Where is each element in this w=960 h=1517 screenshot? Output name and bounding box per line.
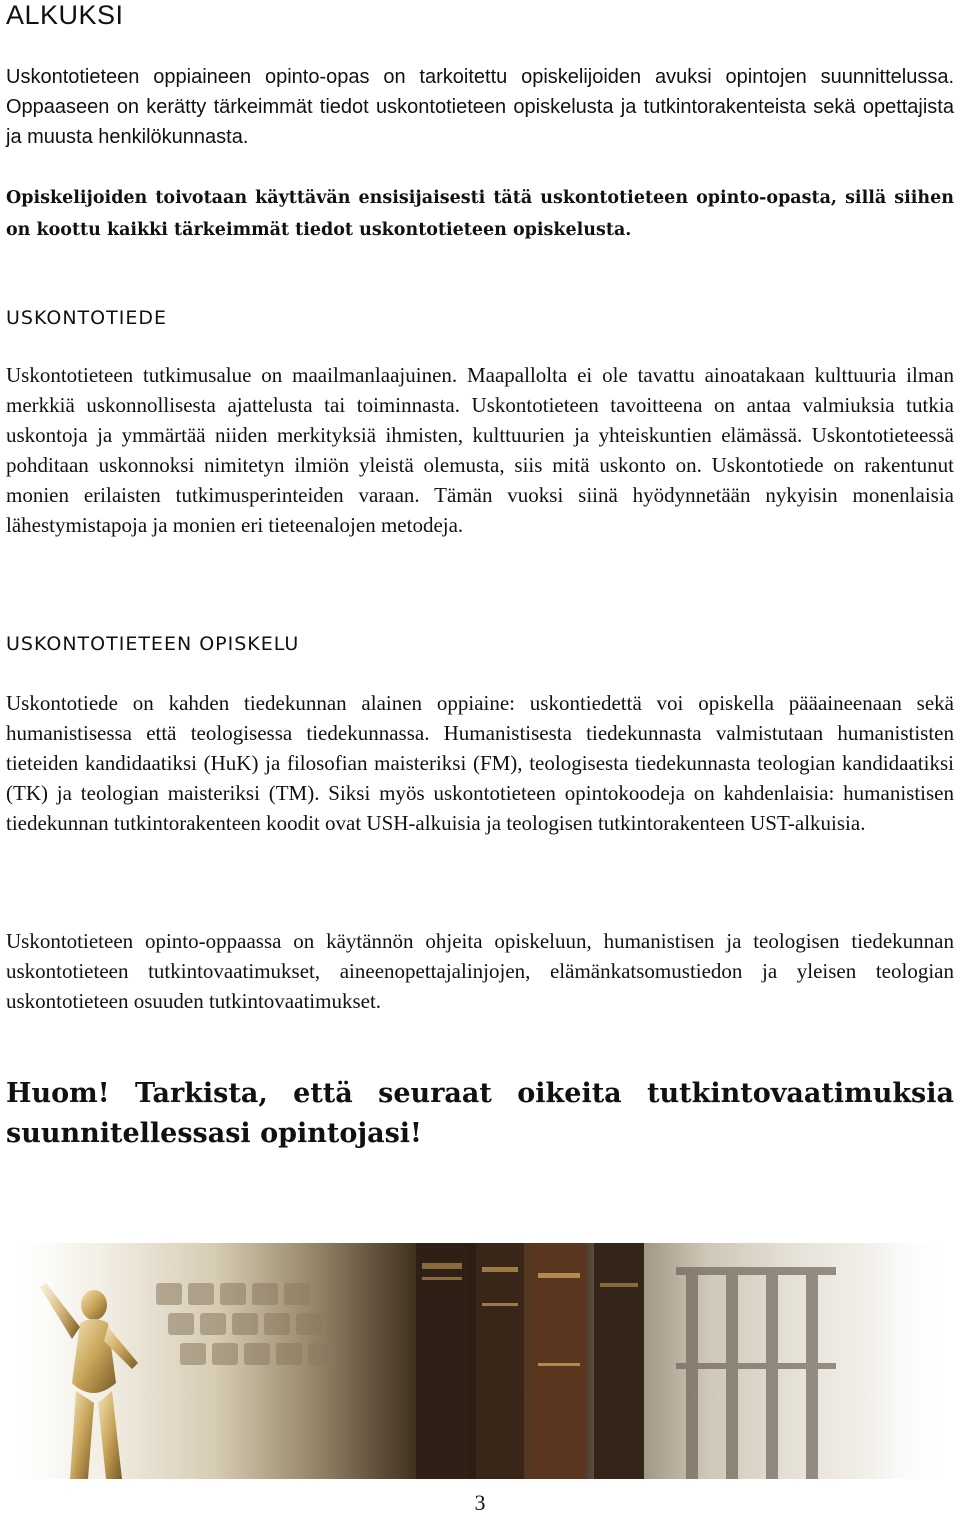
section-opiskelu-body-1: Uskontotiede on kahden tiedekunnan alainen oppiaine: uskontiedettä voi opiskella pääaineenaan sekä humanistisessa että teologisessa tiedekunnassa. Humanistisesta tiedekunnasta valmistutaan humanististen tieteiden kandidaatiksi (HuK) ja filosofian maisteriksi (FM), teologisesta tiedekunnasta teologian kandidaatiksi (TK) ja teologian maisteriksi (TM). Siksi myös uskontotieteen opintokoodeja on kahdenlaisia: humanistisen tiedekunnan tutkintorakenteen koodit ovat USH-alkuisia ja teologisen tutkintorakenteen UST-alkuisia. xyxy=(6,691,954,835)
section-heading-opiskelu: USKONTOTIETEEN OPISKELU xyxy=(6,633,300,655)
photo-collage-graphic xyxy=(6,1243,954,1479)
section-opiskelu-body-2: Uskontotieteen opinto-oppaassa on käytännön ohjeita opiskeluun, humanistisen ja teologisen tiedekunnan uskontotieteen tutkintovaatimukset, aineenopettajalinjojen, elämänkatsomustiedon ja yleisen teologian uskontotieteen osuuden tutkintovaatimukset. xyxy=(6,929,954,1013)
intro-bold-paragraph: Opiskelijoiden toivotaan käyttävän ensisijaisesti tätä uskontotieteen opinto-opasta, sillä siihen on koottu kaikki tärkeimmät tiedot uskontotieteen opiskelusta. xyxy=(6,188,954,240)
section-heading-uskontotiede: USKONTOTIEDE xyxy=(6,307,167,329)
heading-alkuksi: ALKUKSI xyxy=(6,0,124,30)
section-uskontotiede-body: Uskontotieteen tutkimusalue on maailmanlaajuinen. Maapallolta ei ole tavattu ainoatakaan kulttuuria ilman merkkiä uskonnollisesta ajattelusta tai toiminnasta. Uskontotieteen tavoitteena on antaa valmiuksia tutkia uskontoja ja ymmärtää niiden merkityksiä ihmisten, kulttuurien ja yhteiskuntien elämässä. Uskontotieteessä pohditaan uskonnoksi nimitetyn ilmiön yleistä olemusta, siis mitä uskonto on. Uskontotiede on rakentunut monien erilaisten tutkimusperinteiden varaan. Tämän vuoksi siinä hyödynnetään nykyisin monenlaisia lähestymistapoja ja monien eri tieteenalojen metodeja. xyxy=(6,363,954,537)
page-number: 3 xyxy=(474,1490,486,1515)
huom-notice: Huom! Tarkista, että seuraat oikeita tutkintovaatimuksia suunnitellessasi opintojasi! xyxy=(6,1078,954,1149)
decorative-photo-banner xyxy=(6,1243,954,1479)
intro-paragraph: Uskontotieteen oppiaineen opinto-opas on tarkoitettu opiskelijoiden avuksi opintojen suunnittelussa. Oppaaseen on kerätty tärkeimmät tiedot uskontotieteen opiskelusta ja tutkintorakenteista sekä opettajista ja muusta henkilökunnasta. xyxy=(6,66,954,148)
